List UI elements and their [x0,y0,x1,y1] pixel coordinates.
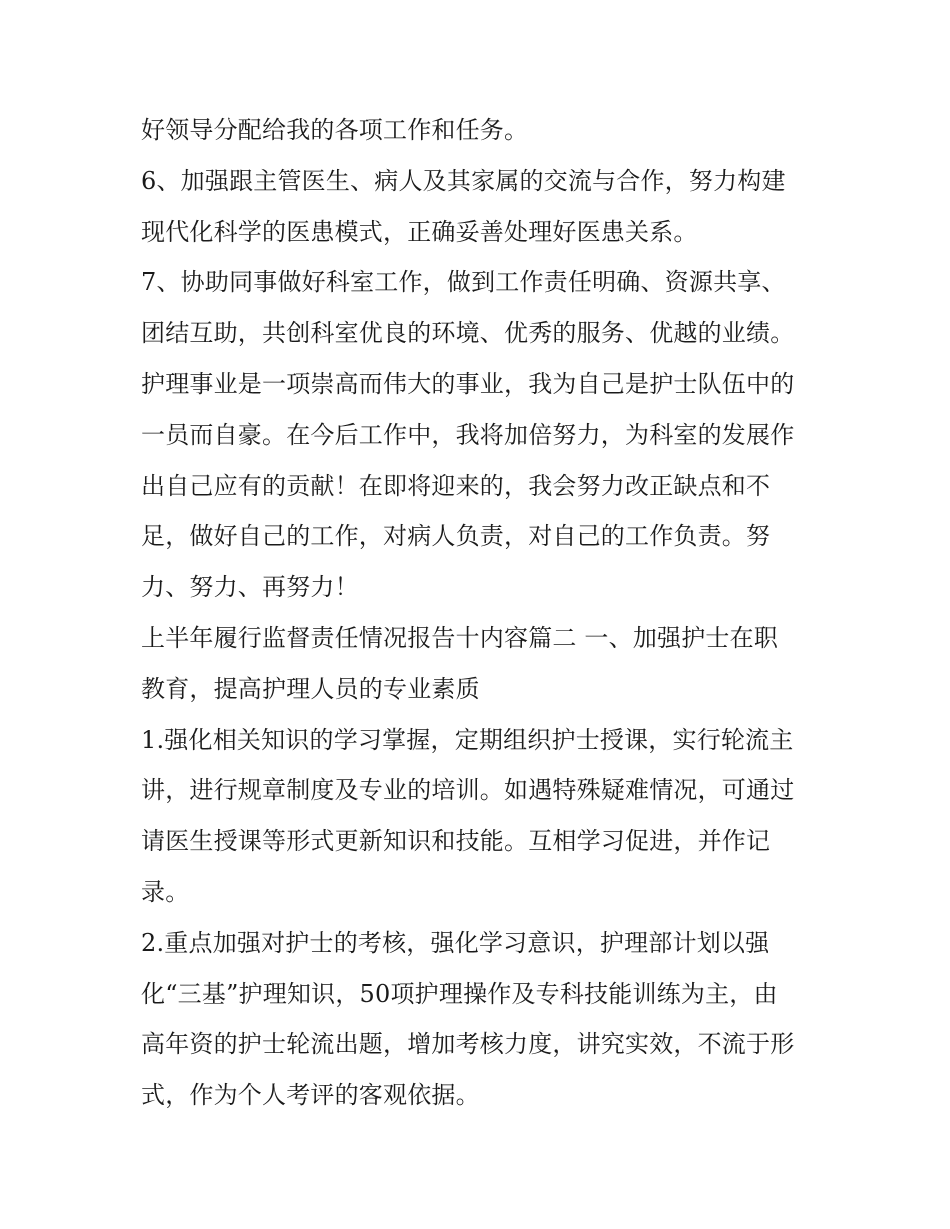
document-body [141,105,821,1121]
text-line: 1.强化相关知识的学习掌握，定期组织护士授课，实行轮流主 [141,725,794,754]
text-line: 2.重点加强对护士的考核，强化学习意识，护理部计划以强 [141,928,770,957]
text-line: 好领导分配给我的各项工作和任务。 [141,116,529,144]
text-line: 出自己应有的贡献！在即将迎来的，我会努力改正缺点和不 [141,471,771,500]
text-line: 高年资的护士轮流出题，增加考核力度，讲究实效，不流于形 [141,1030,795,1059]
text-line: 请医生授课等形式更新知识和技能。互相学习促进，并作记 [141,827,771,856]
text-line: 录。 [141,877,190,906]
section-heading-line: 上半年履行监督责任情况报告十内容篇二 一、加强护士在职 [141,623,779,652]
text-line: 化“三基”护理知识，50项护理操作及专科技能训练为主，由 [141,979,778,1008]
text-line: 一员而自豪。在今后工作中，我将加倍努力，为科室的发展作 [141,420,795,449]
text-line: 足，做好自己的工作，对病人负责，对自己的工作负责。努 [141,522,771,551]
text-line: 现代化科学的医患模式，正确妥善处理好医患关系。 [141,217,698,246]
text-line: 护理事业是一项崇高而伟大的事业，我为自己是护士队伍中的 [141,369,795,398]
text-line: 式，作为个人考评的客观依据。 [141,1081,480,1110]
text-line: 讲，进行规章制度及专业的培训。如遇特殊疑难情况，可通过 [141,776,795,805]
section-heading-line: 教育，提高护理人员的专业素质 [141,674,480,703]
text-line: 团结互助，共创科室优良的环境、优秀的服务、优越的业绩。 [141,319,795,348]
text-line: 7、协助同事做好科室工作，做到工作责任明确、资源共享、 [141,268,786,297]
text-line: 6、加强跟主管医生、病人及其家属的交流与合作，努力构建 [141,166,786,195]
text-line: 力、努力、再努力！ [141,573,359,602]
